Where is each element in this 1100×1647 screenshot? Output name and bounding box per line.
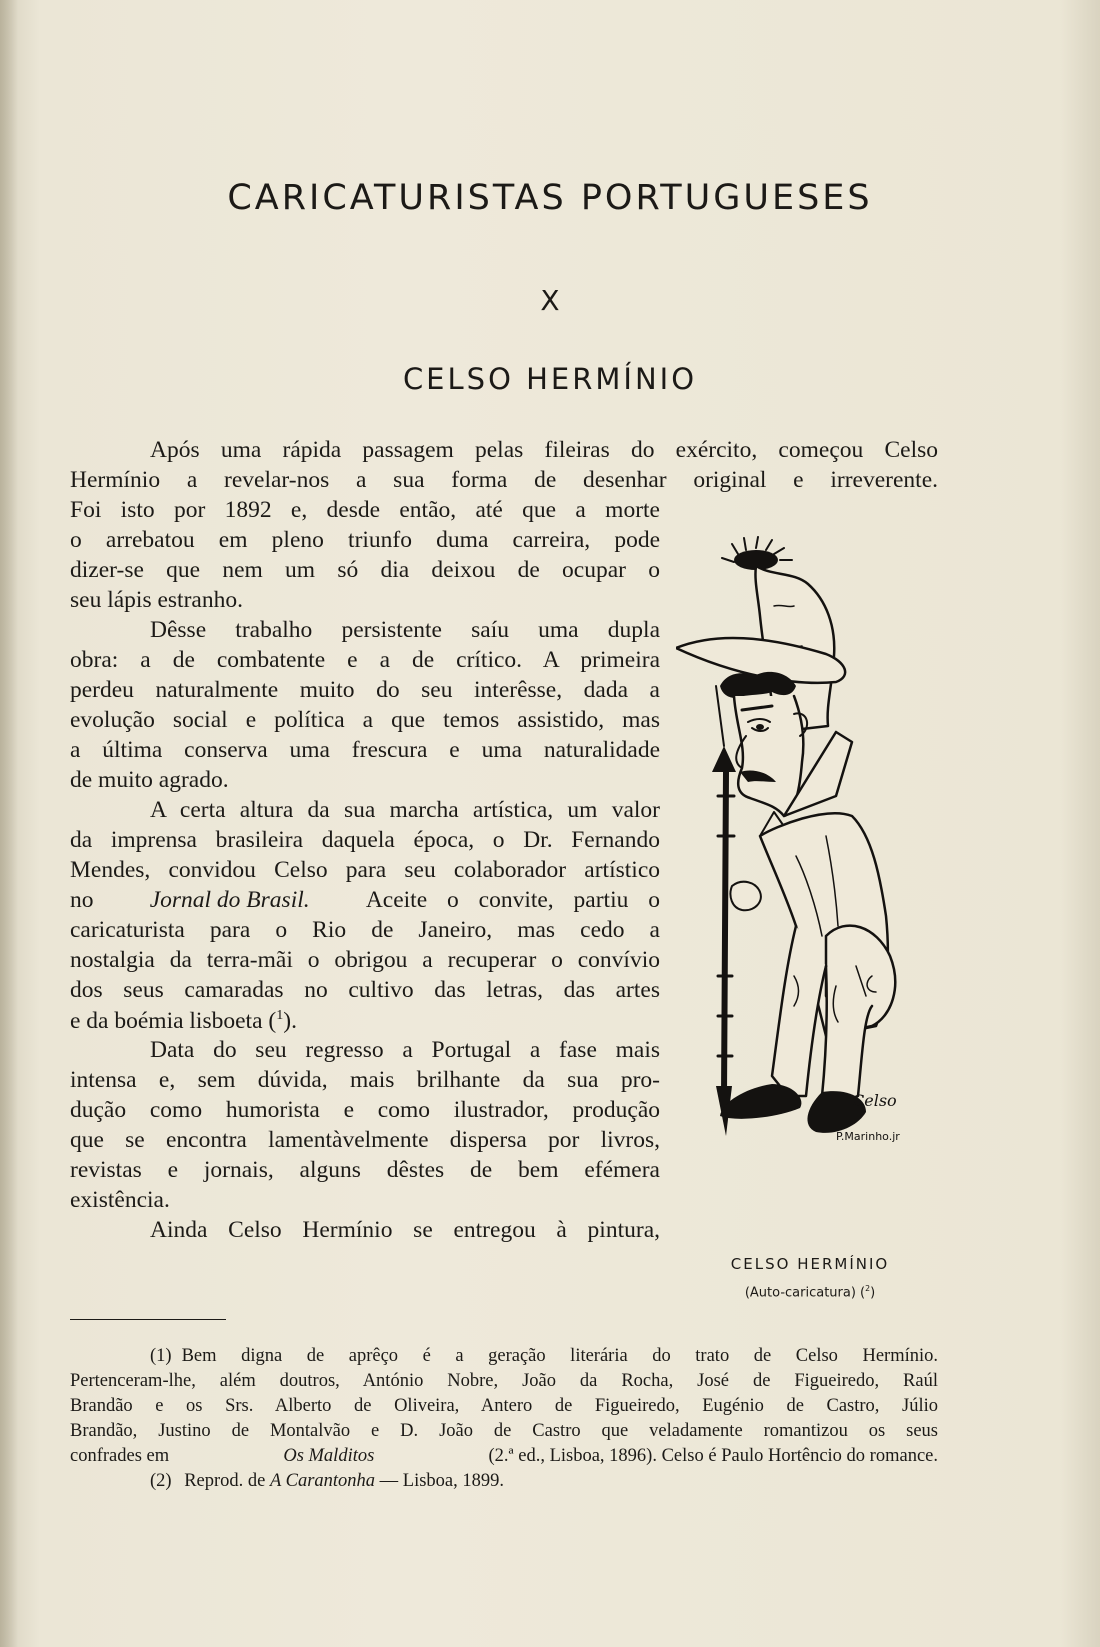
body-line: existência.	[70, 1187, 170, 1213]
caption-note-text: )	[870, 1285, 876, 1301]
body-line: dução como humorista e como ilustrador, produção	[70, 1097, 660, 1123]
body-line: intensa e, sem dúvida, mais brilhante da sua pro-	[70, 1067, 660, 1093]
body-line: nostalgia da terra-mãi o obrigou a recuperar o convívio	[70, 947, 660, 973]
artist-signature: Celso	[852, 1091, 897, 1110]
body-line: caricaturista para o Rio de Janeiro, mas cedo a	[70, 917, 660, 943]
body-text: no	[70, 887, 94, 913]
caption-note-text: (Auto-caricatura) (	[744, 1285, 866, 1301]
body-line: dizer-se que nem um só dia deixou de ocupar o	[70, 557, 660, 583]
footnote-ref: 2	[865, 1284, 871, 1293]
body-line: Foi isto por 1892 e, desde então, até que a morte	[70, 497, 660, 523]
footnote-line: Brandão, Justino de Montalvão e D. João de Castro que veladamente romantizou os seus	[70, 1421, 938, 1441]
footnote-text: confrades em	[70, 1446, 170, 1466]
body-line: seu lápis estranho.	[70, 587, 243, 613]
footnote-divider	[70, 1319, 226, 1320]
newspaper-title: Jornal do Brasil.	[149, 887, 310, 913]
body-text: Aceite o convite, partiu o	[365, 887, 660, 913]
chapter-title: CARICATURISTAS PORTUGUESES	[227, 178, 873, 218]
body-line	[70, 1007, 660, 1035]
body-line: Dêsse trabalho persistente saíu uma dupla	[150, 617, 660, 643]
section-subtitle: CELSO HERMÍNIO	[402, 362, 698, 396]
body-line: da imprensa brasileira daquela época, o Dr. Fernando	[70, 827, 660, 853]
figure-caption-note	[690, 1284, 930, 1300]
body-text: e da boémia lisboeta (	[70, 1007, 277, 1034]
body-line: perdeu naturalmente muito do seu interêsse, dada a	[70, 677, 660, 703]
engraver-credit: P.Marinho.jr	[836, 1130, 900, 1143]
body-line: obra: a de combatente e a de crítico. A primeira	[70, 647, 660, 673]
body-line: Mendes, convidou Celso para seu colaborador artístico	[70, 857, 660, 883]
body-line: evolução social e política a que temos assistido, mas	[70, 707, 660, 733]
chapter-number: X	[540, 284, 560, 317]
footnote-ref: 1	[276, 1007, 284, 1023]
footnote-mark: (2)	[150, 1471, 172, 1491]
body-line: dos seus camaradas no cultivo das letras, das artes	[70, 977, 660, 1003]
page-spine-shadow	[0, 0, 18, 1647]
body-line: Data do seu regresso a Portugal a fase mais	[150, 1037, 660, 1063]
body-line: que se encontra lamentàvelmente dispersa por livros,	[70, 1127, 660, 1153]
body-line: A certa altura da sua marcha artística, um valor	[150, 797, 660, 823]
footnote-line: Pertenceram-lhe, além doutros, António Nobre, João da Rocha, José de Figueiredo, Raúl	[70, 1371, 938, 1391]
footnote-text: Bem digna de aprêço é a geração literária do trato de Celso Hermínio.	[181, 1346, 938, 1366]
body-line	[70, 887, 660, 914]
footnote-text: — Lisboa, 1899.	[379, 1471, 505, 1491]
footnote-text: (2.ª ed., Lisboa, 1896). Celso é Paulo Hortêncio do romance.	[488, 1446, 938, 1466]
body-line: de muito agrado.	[70, 767, 229, 793]
body-text: ).	[283, 1007, 297, 1034]
footnote-mark: (1)	[150, 1346, 172, 1366]
book-title: Os Malditos	[283, 1446, 375, 1466]
caricature-illustration	[676, 536, 922, 1208]
body-line: Ainda Celso Hermínio se entregou à pintura,	[150, 1217, 660, 1243]
body-line: Hermínio a revelar-nos a sua forma de desenhar original e irreverente.	[70, 467, 938, 493]
footnote-line	[70, 1446, 938, 1467]
body-line: revistas e jornais, alguns dêstes de bem efémera	[70, 1157, 660, 1183]
body-line: o arrebatou em pleno triunfo duma carreira, pode	[70, 527, 660, 553]
footnote-line	[150, 1471, 504, 1492]
figure-caption: CELSO HERMÍNIO	[730, 1255, 890, 1273]
body-line: a última conserva uma frescura e uma naturalidade	[70, 737, 660, 763]
book-title: A Carantonha	[270, 1471, 376, 1491]
footnote-line: Brandão e os Srs. Alberto de Oliveira, Antero de Figueiredo, Eugénio de Castro, Júlio	[70, 1396, 938, 1416]
footnote-line	[150, 1346, 938, 1367]
footnote-text: Reprod. de	[184, 1471, 266, 1491]
body-line: Após uma rápida passagem pelas fileiras do exército, começou Celso	[150, 437, 938, 463]
